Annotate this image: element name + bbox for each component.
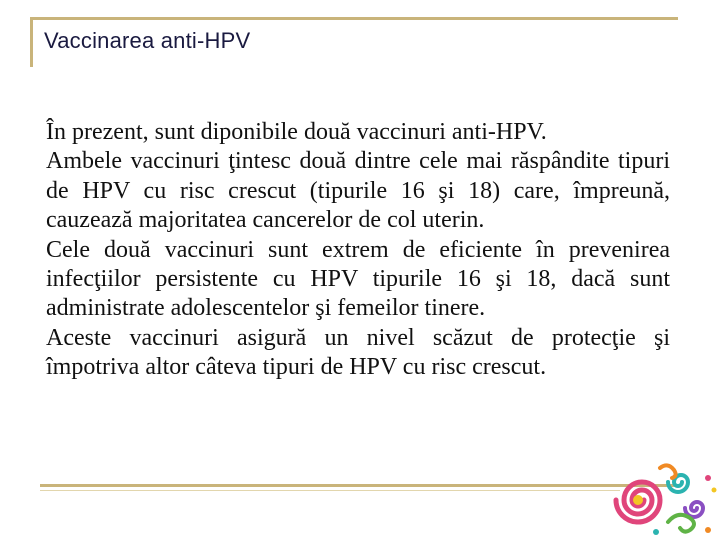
- paragraph-1: În prezent, sunt diponibile două vaccinuri anti-HPV.: [46, 119, 547, 145]
- paragraph-3: Cele două vaccinuri sunt extrem de eficiente în prevenirea infecţiilor persistente cu HPV tipurile 16 şi 18, dacă sunt administrate adolescentelor şi femeilor tinere.: [46, 236, 670, 322]
- footer-divider-line-thin: [40, 490, 620, 491]
- title-frame-top-line: [30, 17, 678, 20]
- footer-divider-line: [40, 484, 680, 487]
- slide-body: [46, 118, 670, 383]
- title-frame-left-line: [30, 17, 33, 67]
- slide-title: Vaccinarea anti-HPV: [44, 28, 251, 53]
- colorful-swirl-ornament-icon: [608, 460, 720, 540]
- paragraph-4: Aceste vaccinuri asigură un nivel scăzut de protecţie şi împotriva altor câteva tipuri de HPV cu risc crescut.: [46, 324, 670, 381]
- paragraph-2: Ambele vaccinuri ţintesc două dintre cele mai răspândite tipuri de HPV cu risc crescut (tipurile 16 şi 18) care, împreună, cauzează majoritatea cancerelor de col uterin.: [46, 148, 670, 234]
